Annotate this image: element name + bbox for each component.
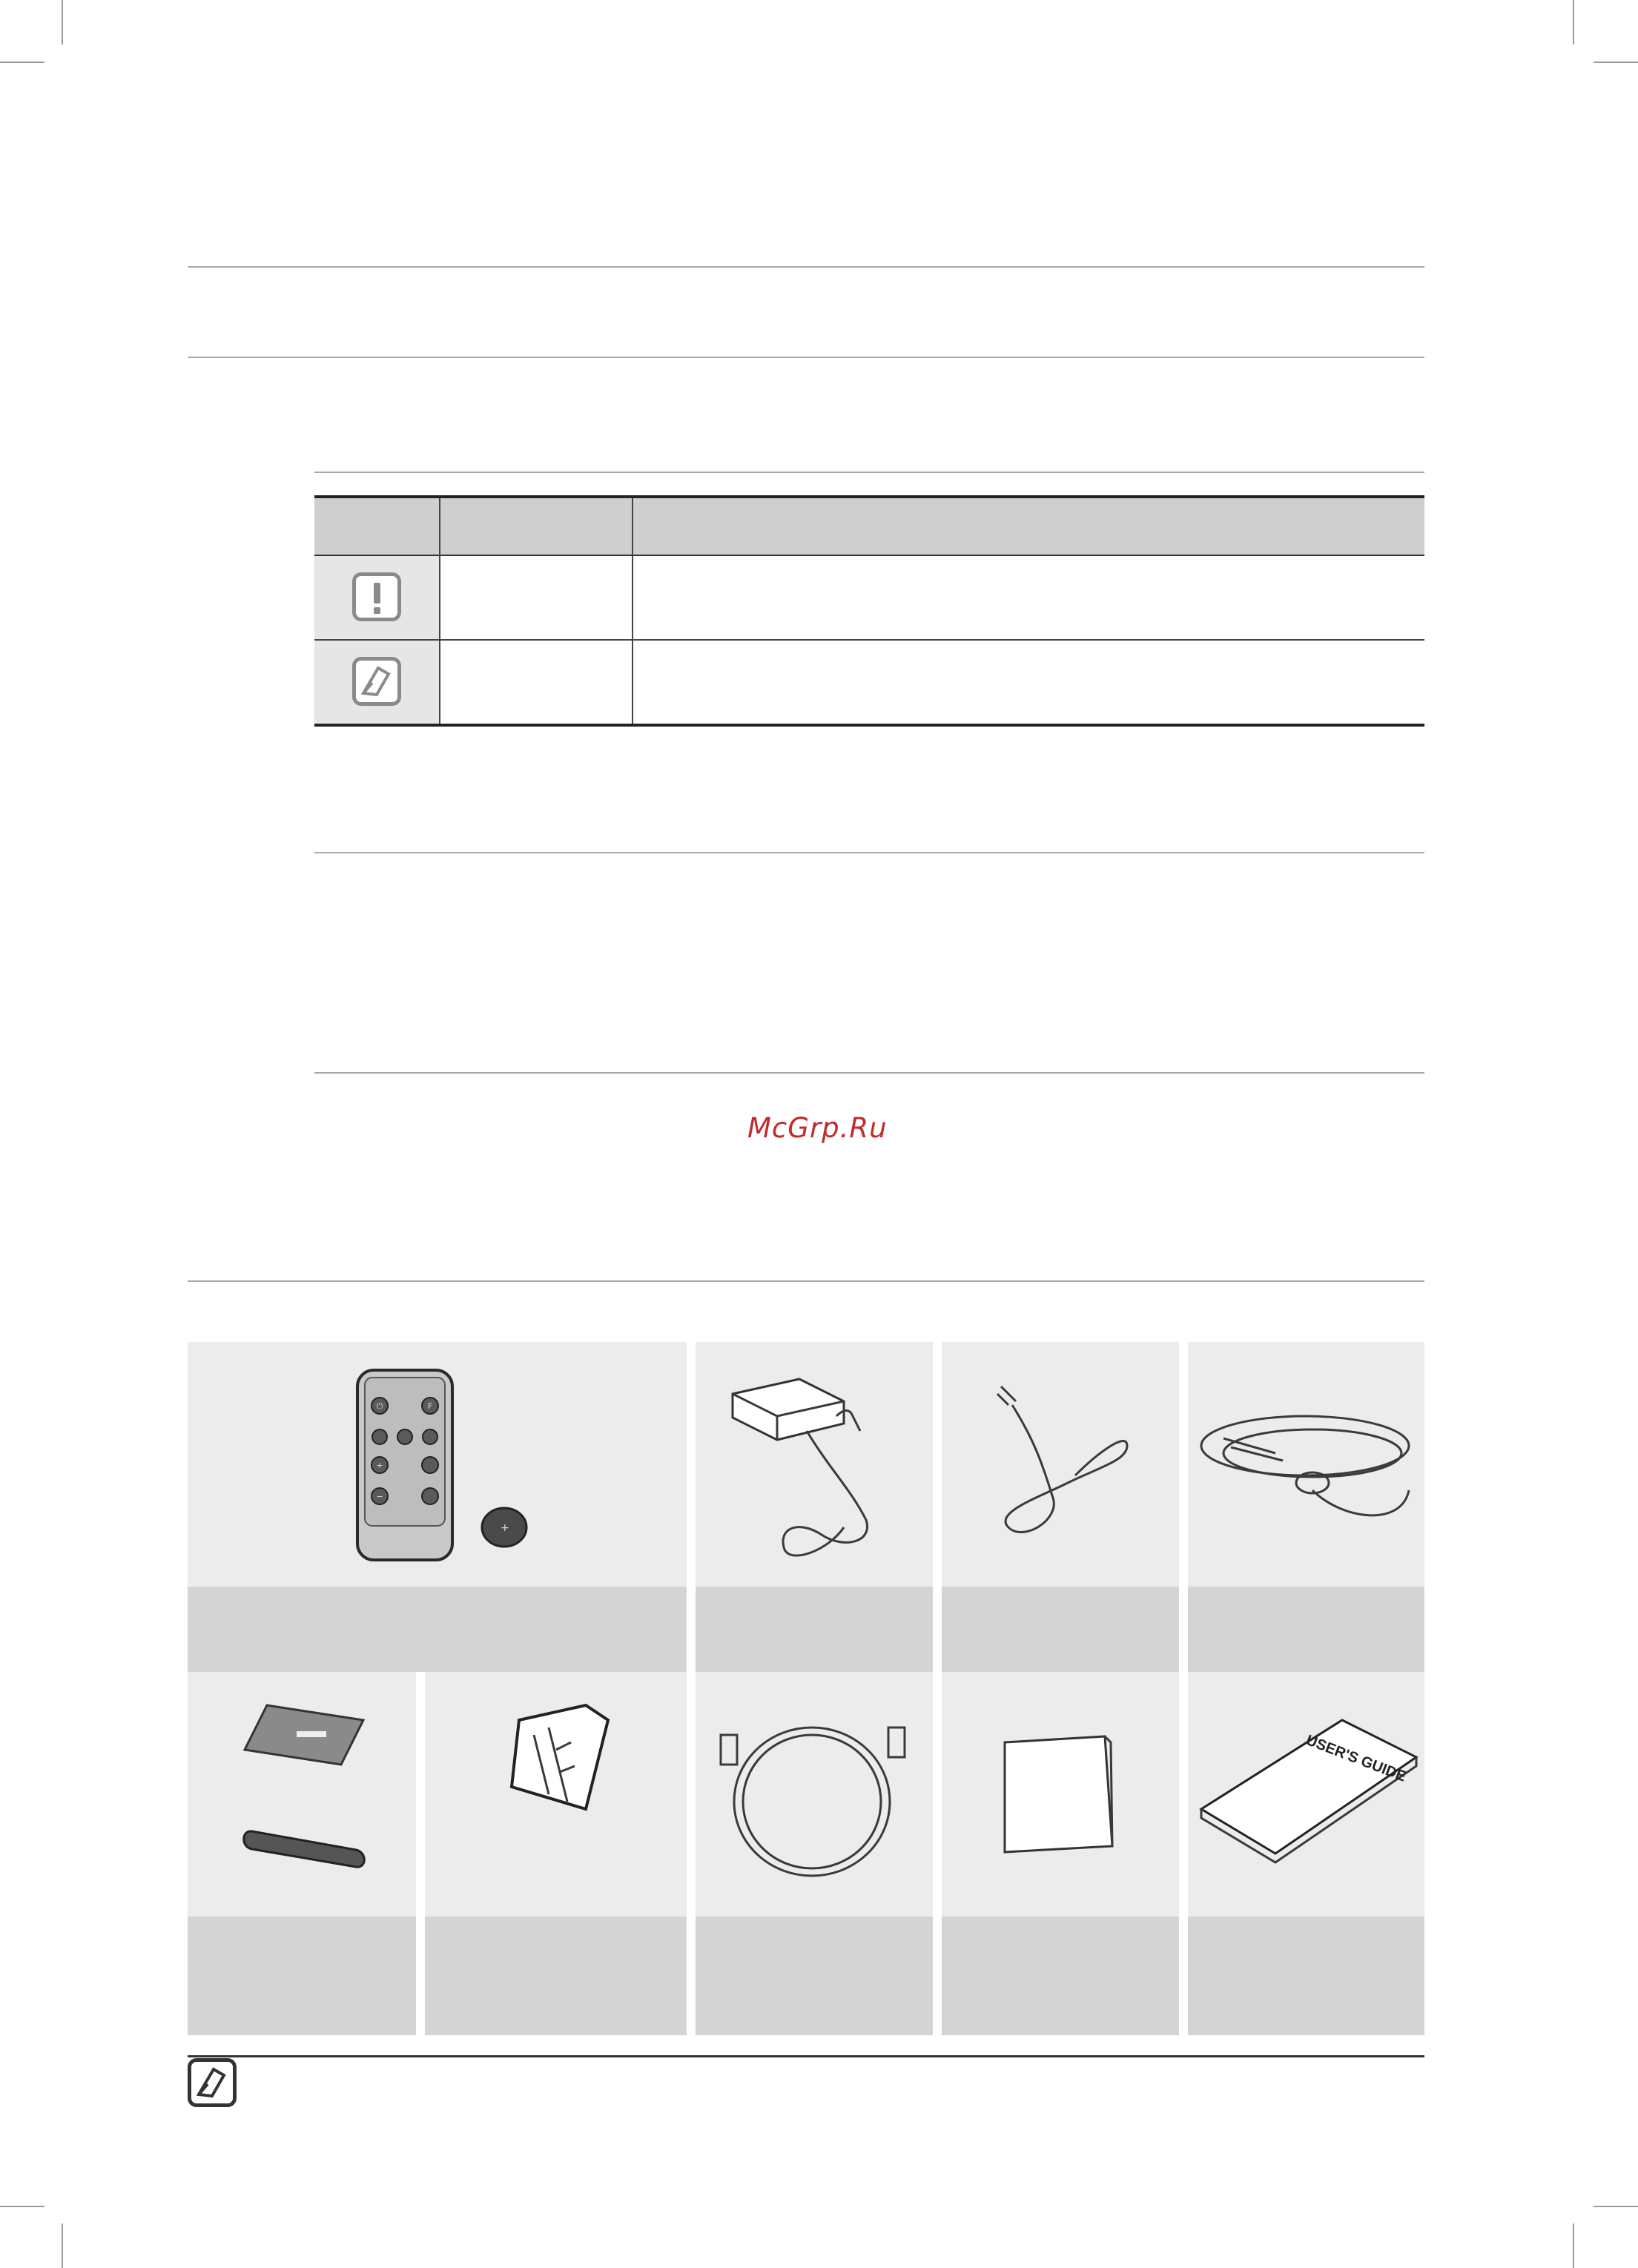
ferrite-core-icon — [497, 1698, 623, 1824]
warranty-card-icon — [994, 1728, 1127, 1861]
accessory-label-cell — [1188, 1917, 1424, 2035]
audio-cable-icon — [1194, 1394, 1424, 1542]
crop-mark — [1573, 2224, 1574, 2268]
svg-text:+: + — [376, 1461, 383, 1470]
crop-mark — [62, 2224, 63, 2268]
users-guide-icon — [1194, 1713, 1424, 1883]
fm-antenna-icon — [964, 1372, 1157, 1564]
crop-mark — [1573, 0, 1574, 44]
crop-mark — [0, 2206, 44, 2207]
accessory-label-cell — [696, 1587, 933, 1672]
crop-mark — [1594, 62, 1638, 63]
accessory-label-cell — [425, 1917, 687, 2035]
wall-mount-bracket-icon — [237, 1690, 378, 1898]
note-rule — [188, 2055, 1424, 2057]
crop-mark — [1594, 2206, 1638, 2207]
accessory-label-cell — [942, 1587, 1179, 1672]
accessory-label-cell — [188, 1917, 416, 2035]
subsection-rule — [314, 852, 1424, 853]
column-divider — [439, 498, 440, 724]
section-rule — [188, 357, 1424, 358]
table-row — [314, 556, 1424, 639]
accessory-label-cell — [1188, 1587, 1424, 1672]
section-rule — [188, 266, 1424, 268]
ac-adapter-icon — [718, 1364, 911, 1564]
lan-cable-icon — [712, 1698, 912, 1891]
remote-control-and-battery-icon — [349, 1364, 534, 1572]
note-icon — [188, 2058, 237, 2107]
watermark-text: McGrp.Ru — [747, 1112, 888, 1144]
subsection-rule — [314, 1072, 1424, 1074]
svg-text:F: F — [427, 1401, 433, 1411]
accessory-label-cell — [188, 1587, 687, 1672]
crop-mark — [0, 62, 44, 63]
crop-mark — [62, 0, 63, 44]
note-icon — [352, 657, 401, 706]
svg-text:−: − — [376, 1492, 383, 1501]
accessory-label-cell — [696, 1917, 933, 2035]
svg-text:⏻: ⏻ — [376, 1401, 383, 1411]
table-header-row — [314, 498, 1424, 555]
section-rule — [188, 1280, 1424, 1282]
svg-text:+: + — [501, 1522, 509, 1534]
subsection-rule — [314, 472, 1424, 473]
column-divider — [632, 498, 633, 724]
accessory-label-cell — [942, 1917, 1179, 2035]
table-bottom-border — [314, 724, 1424, 727]
users-guide-cover-text: USER'S GUIDE — [1304, 1732, 1409, 1785]
caution-icon — [352, 572, 401, 621]
table-row — [314, 641, 1424, 724]
